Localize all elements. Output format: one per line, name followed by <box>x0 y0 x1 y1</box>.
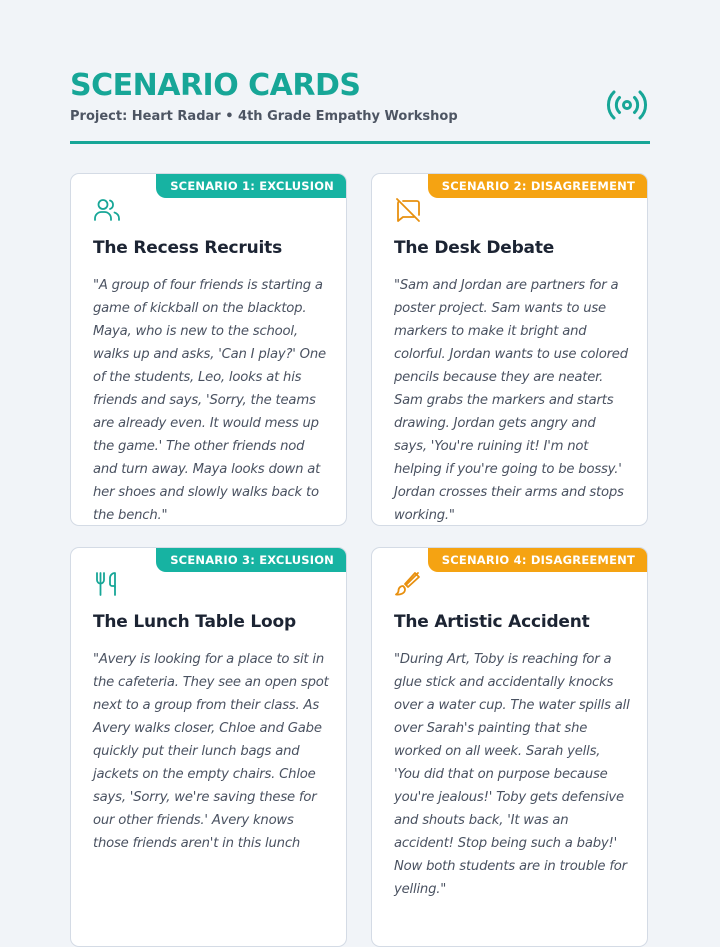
scenario-card-4 <box>371 547 648 947</box>
scenario-card-1 <box>70 173 347 526</box>
utensils-icon <box>93 570 121 598</box>
scenario-text: "Sam and Jordan are partners for a poster project. Sam wants to use markers to make it bright and colorful. Jordan wants to use colored pencils because they are neater. Sam grabs the markers and starts drawing. Jordan gets angry and says, 'You're ruining it! I'm not helping if you're going to be bossy.' Jordan crosses their arms and stops working." <box>394 278 628 523</box>
scenario-title: The Lunch Table Loop <box>93 612 296 632</box>
scenario-text: "During Art, Toby is reaching for a glue stick and accidentally knocks over a water cup. The water spills all over Sarah's painting that she worked on all week. Sarah yells, 'You did that on purpose because you're jealous!' Toby gets defensive and shouts back, 'It was an accident! Stop being such a baby!' Now both students are in trouble for yelling." <box>394 652 630 897</box>
project-subtitle: Project: Heart Radar • 4th Grade Empathy Workshop <box>70 109 458 124</box>
scenario-badge: SCENARIO 4: DISAGREEMENT <box>428 548 647 572</box>
users-icon <box>93 196 121 224</box>
scenario-card-2 <box>371 173 648 526</box>
scenario-title: The Recess Recruits <box>93 238 282 258</box>
scenario-badge: SCENARIO 2: DISAGREEMENT <box>428 174 647 198</box>
radar-broadcast-icon <box>606 88 648 122</box>
message-off-icon <box>394 196 422 224</box>
page-header <box>70 66 650 126</box>
scenario-card-3 <box>70 547 347 947</box>
header-divider <box>70 141 650 144</box>
scenario-title: The Artistic Accident <box>394 612 590 632</box>
page-title: SCENARIO CARDS <box>70 68 361 103</box>
paintbrush-icon <box>394 570 422 598</box>
scenario-title: The Desk Debate <box>394 238 555 258</box>
scenario-badge: SCENARIO 3: EXCLUSION <box>156 548 346 572</box>
scenario-badge: SCENARIO 1: EXCLUSION <box>156 174 346 198</box>
scenario-text: "A group of four friends is starting a game of kickball on the blacktop. Maya, who is new to the school, walks up and asks, 'Can I play?' One of the students, Leo, looks at his friends and says, 'Sorry, the teams are already even. It would mess up the game.' The other friends nod and turn away. Maya looks down at her shoes and slowly walks back to the bench." <box>93 278 326 523</box>
scenario-text: "Avery is looking for a place to sit in the cafeteria. They see an open spot next to a group from their class. As Avery walks closer, Chloe and Gabe quickly put their lunch bags and jackets on the empty chairs. Chloe says, 'Sorry, we're saving these for our other friends.' Avery knows those friends aren't in this lunch <box>93 652 329 851</box>
